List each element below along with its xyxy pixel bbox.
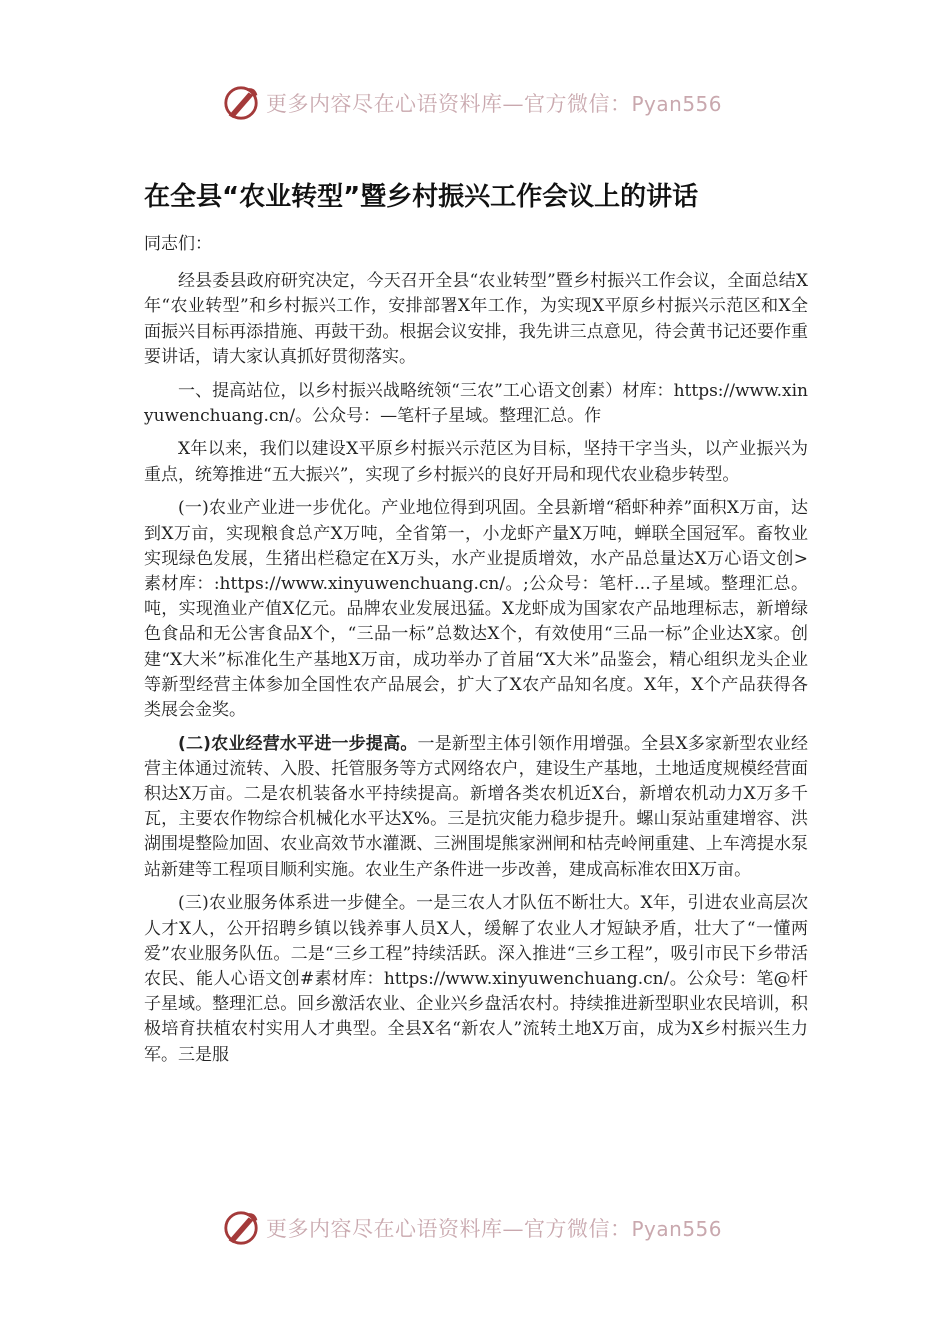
salutation: 同志们： [144,234,212,254]
pen-logo-icon [222,1209,260,1247]
header-banner [222,83,742,123]
paragraph-service: (三)农业服务体系进一步健全。一是三农人才队伍不断壮大。X年，引进农业高层次人才X人，公开招聘乡镇以钱养事人员X人，缓解了农业人才短缺矛盾，壮大了“一懂两爱”农业服务队伍。二是“三乡工程”持续活跃。深入推进“三乡工程”，吸引市民下乡带活农民、能人心语文创#素材库：https://www.xinyuwenchuang.cn/。公众号：笔@杆子星域。整理汇总。回乡激活农业、企业兴乡盘活农村。持续推进新型职业农民培训，积极培育扶植农村实用人才典型。全县X名“新农人”流转土地X万亩，成为X乡村振兴生力军。三是服 [144,893,808,1065]
pen-logo-icon [222,84,260,122]
paragraph-intro: 经县委县政府研究决定，今天召开全县“农业转型”暨乡村振兴工作会议，全面总结X年“农业转型”和乡村振兴工作，安排部署X年工作，为实现X平原乡村振兴示范区和X全面振兴目标再添措施、再鼓干劲。根据会议安排，我先讲三点意见，待会黄书记还要作重要讲话，请大家认真抓好贯彻落实。 [144,271,808,367]
banner-text: 更多内容尽在心语资料库—官方微信：Pyan556 [266,1217,723,1241]
footer-banner [222,1208,742,1248]
paragraph-lead-heading: (二)农业经营水平进一步提高。 [178,733,418,754]
paragraph-management: (二)农业经营水平进一步提高。一是新型主体引领作用增强。全县X多家新型农业经营主体通过流转、入股、托管服务等方式网络农户，建设生产基地，土地适度规模经营面积达X万亩。二是农机装备水平持续提高。新增各类农机近X台，新增农机动力X万多千瓦，主要农作物综合机械化水平达X%。三是抗灾能力稳步提升。螺山泵站重建增容、洪湖围堤整险加固、农业高效节水灌溉、三洲围堤熊家洲闸和枯壳岭闸重建、上车湾提水泵站新建等工程项目顺利实施。农业生产条件进一步改善，建成高标准农田X万亩。 [144,733,808,880]
banner-text: 更多内容尽在心语资料库—官方微信：Pyan556 [266,92,723,116]
document-title: 在全县“农业转型”暨乡村振兴工作会议上的讲话 [144,182,699,212]
document-body [144,232,808,1076]
section-heading-1: 一、提高站位，以乡村振兴战略统领“三农”工心语文创素）材库：https://www.xinyuwenchuang.cn/。公众号：—笔杆子星域。整理汇总。作 [144,380,808,426]
paragraph-overview: X年以来，我们以建设X平原乡村振兴示范区为目标，坚持干字当头，以产业振兴为重点，统筹推进“五大振兴”，实现了乡村振兴的良好开局和现代农业稳步转型。 [144,439,808,485]
paragraph-industry: (一)农业产业进一步优化。产业地位得到巩固。全县新增“稻虾种养”面积X万亩，达到X万亩，实现粮食总产X万吨，全省第一，小龙虾产量X万吨，蝉联全国冠军。畜牧业实现绿色发展，生猪出栏稳定在X万头，水产业提质增效，水产品总量达X万心语文创>素材库：:https://www.xinyuwenchuang.cn/。;公众号：笔杆…子星域。整理汇总。吨，实现渔业产值X亿元。品牌农业发展迅猛。X龙虾成为国家农产品地理标志，新增绿色食品和无公害食品X个，“三品一标”总数达X个，有效使用“三品一标”企业达X家。创建“X大米”标准化生产基地X万亩，成功举办了首届“X大米”品鉴会，精心组织龙头企业等新型经营主体参加全国性农产品展会，扩大了X农产品知名度。X年，X个产品获得各类展会金奖。 [144,498,808,720]
